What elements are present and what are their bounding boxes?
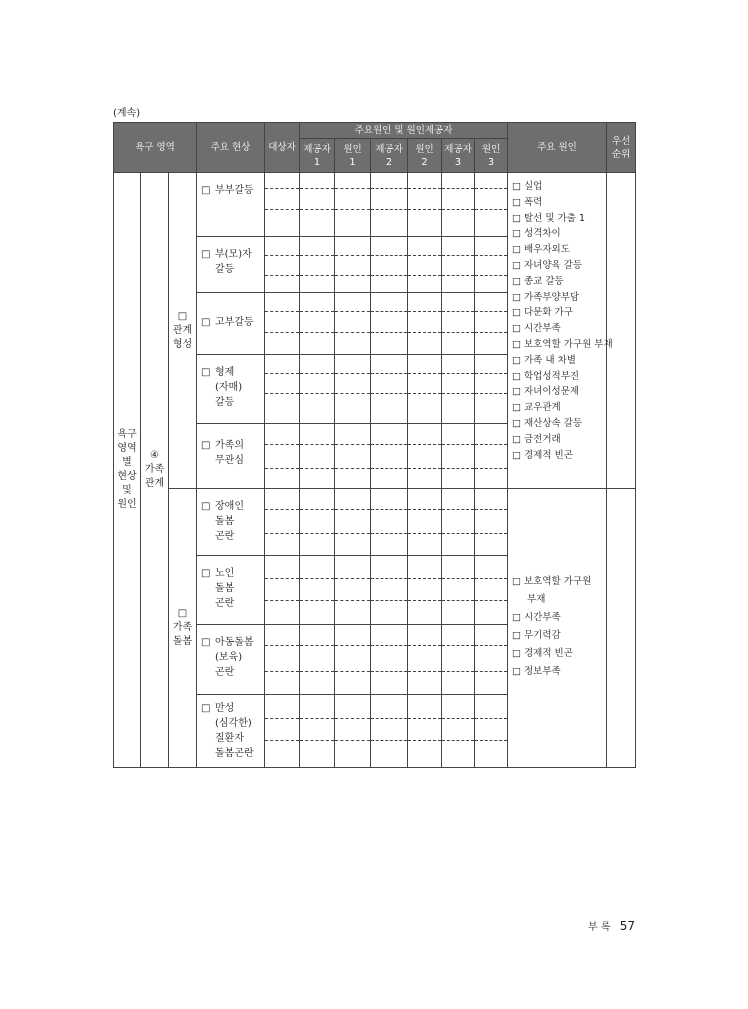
cause-3-cell[interactable] [475,625,508,695]
page-footer [588,918,635,933]
cause-option-cont: 부재 [512,594,546,605]
provider-3-cell[interactable] [442,293,475,355]
provider-1-cell[interactable] [300,173,335,237]
cause-1-cell[interactable] [335,173,371,237]
header-target: 대상자 [265,123,300,173]
provider-2-cell[interactable] [371,355,408,424]
cause-option[interactable]: □ 경제적 빈곤 [512,648,573,659]
provider-1-cell[interactable] [300,237,335,293]
family-relation-label: ④ 가족 관계 [141,173,169,768]
header-provider-3: 제공자 3 [442,139,475,173]
cause-3-cell[interactable] [475,556,508,625]
provider-3-cell[interactable] [442,489,475,556]
provider-3-cell[interactable] [442,355,475,424]
cause-option[interactable]: □ 교우관계 [512,402,561,414]
cause-option[interactable]: □ 가족 내 차별 [512,354,576,366]
target-cell[interactable] [265,293,300,355]
cause-option[interactable]: □ 배우자외도 [512,244,570,256]
cause-option[interactable]: □ 경제적 빈곤 [512,449,573,461]
cause-1-cell[interactable] [335,237,371,293]
relation-formation-group: □ 관계 형성 [169,173,197,489]
row-disabled-care [114,489,636,556]
provider-2-cell[interactable] [371,556,408,625]
target-cell[interactable] [265,237,300,293]
phenomenon-in-law-conflict: □ 고부갈등 [197,293,265,355]
cause-3-cell[interactable] [475,355,508,424]
provider-3-cell[interactable] [442,424,475,489]
cause-3-cell[interactable] [475,173,508,237]
footer-label: 부 록 [588,922,611,933]
cause-3-cell[interactable] [475,424,508,489]
cause-option[interactable]: □ 재산상속 갈등 [512,417,583,429]
cause-1-cell[interactable] [335,556,371,625]
provider-2-cell[interactable] [371,695,408,768]
cause-3-cell[interactable] [475,293,508,355]
cause-2-cell[interactable] [408,355,442,424]
cause-2-cell[interactable] [408,695,442,768]
provider-2-cell[interactable] [371,424,408,489]
phenomenon-elderly-care: □ 노인 돌봄 곤란 [197,556,265,625]
cause-2-cell[interactable] [408,173,442,237]
provider-2-cell[interactable] [371,237,408,293]
provider-1-cell[interactable] [300,424,335,489]
cause-option[interactable]: □ 자녀양육 갈등 [512,259,583,271]
provider-2-cell[interactable] [371,293,408,355]
cause-option[interactable]: □ 종교 갈등 [512,275,564,287]
cause-option[interactable]: □ 시간부족 [512,612,561,623]
cause-3-cell[interactable] [475,489,508,556]
cause-1-cell[interactable] [335,625,371,695]
cause-2-cell[interactable] [408,293,442,355]
header-provider-1: 제공자 1 [300,139,335,173]
header-cause-provider-group: 주요원인 및 원인제공자 [300,123,508,139]
care-cause-list [508,489,607,768]
page-number: 57 [619,919,635,933]
provider-3-cell[interactable] [442,625,475,695]
cause-option[interactable]: □ 가족부양부담 [512,291,580,303]
cause-option[interactable]: □ 학업성적부진 [512,370,580,382]
cause-3-cell[interactable] [475,695,508,768]
provider-2-cell[interactable] [371,489,408,556]
cause-1-cell[interactable] [335,695,371,768]
target-cell[interactable] [265,556,300,625]
cause-2-cell[interactable] [408,489,442,556]
target-cell[interactable] [265,695,300,768]
cause-option[interactable]: □ 탈선 및 가출 1 [512,212,585,224]
cause-1-cell[interactable] [335,355,371,424]
provider-2-cell[interactable] [371,173,408,237]
cause-option[interactable]: □ 보호역할 가구원 부재 [512,338,613,350]
cause-option[interactable]: □ 무기력감 [512,630,561,641]
priority-cell[interactable] [607,489,636,768]
needs-table [113,122,636,768]
cause-option[interactable]: □ 실업 [512,181,543,192]
priority-cell[interactable] [607,173,636,489]
header-priority: 우선 순위 [607,123,636,173]
cause-option[interactable]: □ 보호역할 가구원 [512,576,592,587]
phenomenon-disabled-care: □ 장애인 돌봄 곤란 [197,489,265,556]
relation-cause-list [508,173,613,489]
target-cell[interactable] [265,489,300,556]
provider-3-cell[interactable] [442,695,475,768]
provider-1-cell[interactable] [300,489,335,556]
family-care-group: □ 가족 돌봄 [169,489,197,768]
header-main-phenomenon: 주요 현상 [197,123,265,173]
provider-3-cell[interactable] [442,556,475,625]
cause-2-cell[interactable] [408,625,442,695]
phenomenon-sibling-conflict: □ 형제 (자매) 갈등 [197,355,265,424]
cause-option[interactable]: □ 자녀이성문제 [512,386,580,398]
cause-option[interactable]: □ 성격차이 [512,228,561,240]
cause-1-cell[interactable] [335,489,371,556]
provider-1-cell[interactable] [300,293,335,355]
need-area-label: 욕구 영역 별 현상 및 원인 [114,173,141,768]
provider-1-cell[interactable] [300,625,335,695]
cause-3-cell[interactable] [475,237,508,293]
header-need-area: 욕구 영역 [114,123,197,173]
target-cell[interactable] [265,424,300,489]
phenomenon-parent-child-conflict: □ 부(모)자 갈등 [197,237,265,293]
cause-1-cell[interactable] [335,293,371,355]
phenomenon-couple-conflict: □ 부부갈등 [197,173,265,237]
header-cause-1: 원인 1 [335,139,371,173]
target-cell[interactable] [265,625,300,695]
cause-option[interactable]: □ 시간부족 [512,323,561,335]
target-cell[interactable] [265,173,300,237]
provider-1-cell[interactable] [300,556,335,625]
header-cause-2: 원인 2 [408,139,442,173]
provider-3-cell[interactable] [442,237,475,293]
cause-2-cell[interactable] [408,237,442,293]
target-cell[interactable] [265,355,300,424]
continued-label: (계속) [113,108,141,119]
provider-3-cell[interactable] [442,173,475,237]
phenomenon-family-indifference: □ 가족의 무관심 [197,424,265,489]
header-main-cause: 주요 원인 [508,123,607,173]
cause-option[interactable]: □ 다문화 가구 [512,307,573,319]
provider-2-cell[interactable] [371,625,408,695]
cause-1-cell[interactable] [335,424,371,489]
phenomenon-child-care: □ 아동돌봄 (보육) 곤란 [197,625,265,695]
cause-option[interactable]: □ 폭력 [512,196,543,208]
cause-option[interactable]: □ 금전거래 [512,433,561,445]
row-couple-conflict [114,173,636,237]
header-provider-2: 제공자 2 [371,139,408,173]
provider-1-cell[interactable] [300,355,335,424]
cause-option[interactable]: □ 정보부족 [512,666,561,677]
cause-2-cell[interactable] [408,556,442,625]
provider-1-cell[interactable] [300,695,335,768]
cause-2-cell[interactable] [408,424,442,489]
header-cause-3: 원인 3 [475,139,508,173]
phenomenon-chronic-illness-care: □ 만성 (심각한) 질환자 돌봄곤란 [197,695,265,768]
